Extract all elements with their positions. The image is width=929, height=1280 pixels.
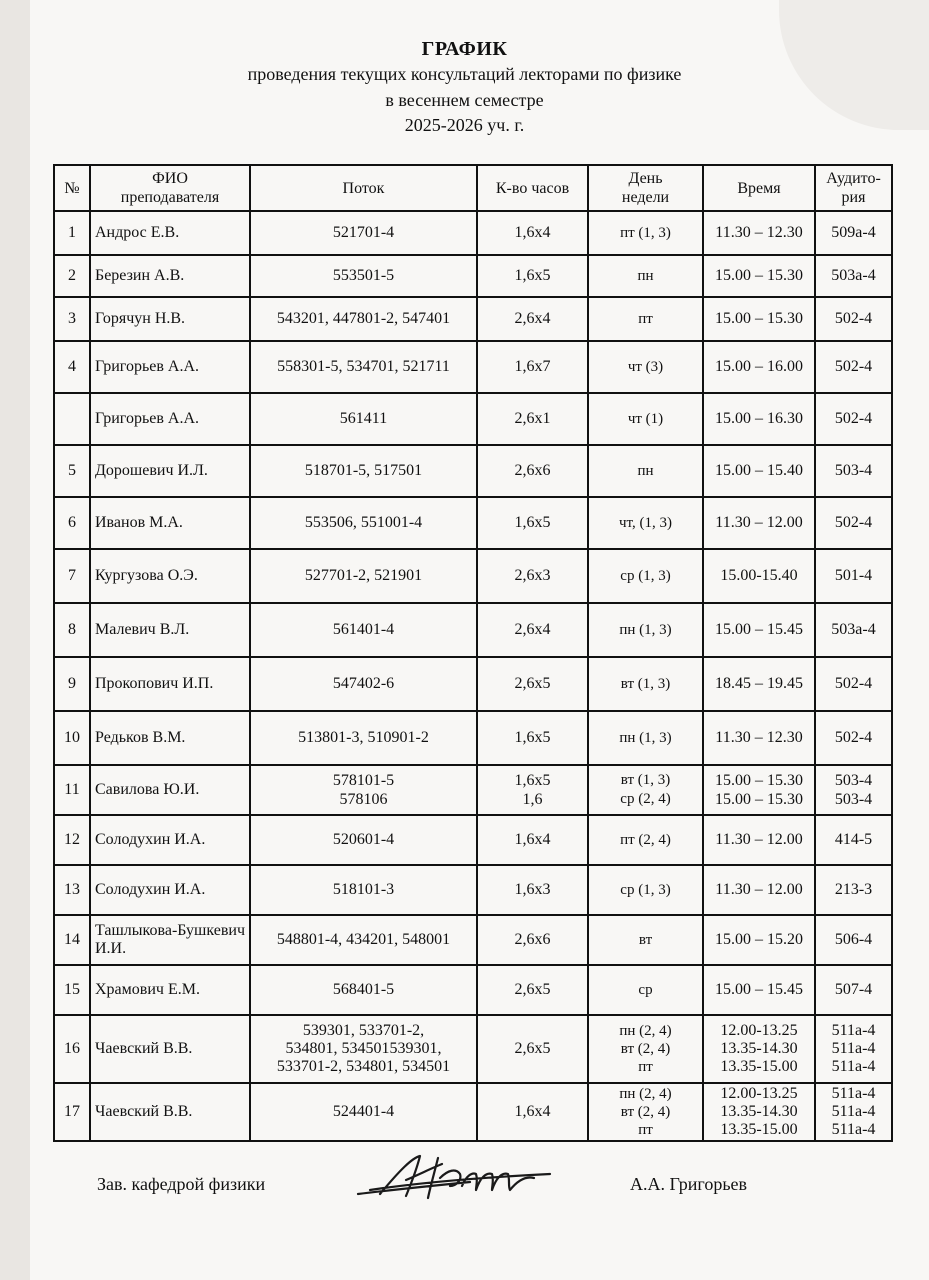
table-row — [54, 549, 892, 603]
cell-room-line: 213-3 — [834, 881, 873, 898]
cell-time — [703, 603, 815, 657]
cell-flow — [250, 865, 477, 915]
header-no: № — [54, 165, 90, 211]
cell-flow-line: 558301-5, 534701, 521711 — [277, 358, 450, 375]
cell-hours-line: 2,6x6 — [514, 931, 551, 948]
cell-day-line: чт (3) — [627, 359, 664, 375]
cell-flow-line: 518101-3 — [332, 881, 395, 898]
cell-room — [815, 815, 892, 865]
cell-name: Редьков В.М. — [90, 711, 250, 765]
cell-day-line: пн — [637, 463, 654, 479]
document-subtitle-line-2: в весеннем семестре — [385, 90, 544, 110]
table-row — [54, 711, 892, 765]
cell-name: Солодухин И.А. — [90, 865, 250, 915]
cell-flow — [250, 445, 477, 497]
table-row — [54, 211, 892, 255]
table-row — [54, 1015, 892, 1083]
header-hours: К-во часов — [477, 165, 588, 211]
cell-name: Иванов М.А. — [90, 497, 250, 549]
header-room-line-1: Аудито- — [826, 170, 881, 187]
cell-day-line: чт (1) — [627, 411, 664, 427]
cell-hours-line: 1,6x5 — [514, 729, 551, 746]
cell-time-line: 15.00 – 16.00 — [715, 358, 803, 375]
cell-no: 13 — [54, 865, 90, 915]
cell-time-line: 13.35-15.00 — [720, 1121, 798, 1138]
cell-hours — [477, 255, 588, 297]
cell-name: Прокопович И.П. — [90, 657, 250, 711]
cell-day-line: вт (2, 4) — [620, 1041, 671, 1057]
cell-time — [703, 255, 815, 297]
cell-hours-line: 1,6x5 — [514, 772, 551, 789]
cell-room — [815, 445, 892, 497]
cell-day — [588, 393, 703, 445]
table-row — [54, 445, 892, 497]
cell-room-line: 502-4 — [834, 729, 873, 746]
cell-time — [703, 815, 815, 865]
table-row — [54, 603, 892, 657]
cell-time-line: 11.30 – 12.00 — [715, 881, 803, 898]
footer-position: Зав. кафедрой физики — [97, 1174, 266, 1194]
cell-room — [815, 915, 892, 965]
cell-name: Березин А.В. — [90, 255, 250, 297]
cell-day — [588, 657, 703, 711]
cell-flow — [250, 255, 477, 297]
cell-day-line: вт (1, 3) — [620, 772, 671, 788]
cell-time — [703, 297, 815, 341]
cell-hours — [477, 915, 588, 965]
cell-no: 11 — [54, 765, 90, 815]
cell-room-line: 511а-4 — [831, 1058, 876, 1075]
cell-flow-line: 527701-2, 521901 — [304, 567, 423, 584]
cell-day-line: вт — [638, 932, 653, 948]
table-row — [54, 965, 892, 1015]
cell-room-line: 511а-4 — [831, 1121, 876, 1138]
cell-flow-line: 561411 — [339, 410, 388, 427]
cell-hours — [477, 765, 588, 815]
table-row — [54, 657, 892, 711]
cell-time — [703, 1015, 815, 1083]
cell-time — [703, 497, 815, 549]
cell-day — [588, 865, 703, 915]
cell-room-line: 414-5 — [834, 831, 873, 848]
cell-time-line: 11.30 – 12.00 — [715, 831, 803, 848]
cell-no: 2 — [54, 255, 90, 297]
cell-flow — [250, 341, 477, 393]
cell-no: 12 — [54, 815, 90, 865]
cell-time — [703, 1083, 815, 1141]
cell-hours — [477, 341, 588, 393]
cell-day-line: пн — [637, 268, 654, 284]
cell-room-line: 502-4 — [834, 675, 873, 692]
cell-day-line: чт, (1, 3) — [619, 515, 672, 531]
cell-flow-line: 520601-4 — [332, 831, 395, 848]
header-room — [815, 165, 892, 211]
cell-time — [703, 865, 815, 915]
cell-name: Савилова Ю.И. — [90, 765, 250, 815]
cell-day — [588, 815, 703, 865]
table-body — [54, 211, 892, 1141]
cell-room — [815, 965, 892, 1015]
cell-room-line: 502-4 — [834, 514, 873, 531]
cell-name: Чаевский В.В. — [90, 1083, 250, 1141]
cell-flow — [250, 657, 477, 711]
cell-time — [703, 711, 815, 765]
cell-flow-line: 548801-4, 434201, 548001 — [276, 931, 451, 948]
cell-name: Андрос Е.В. — [90, 211, 250, 255]
cell-room — [815, 657, 892, 711]
cell-room-line: 511а-4 — [831, 1040, 876, 1057]
cell-day-line: ср (1, 3) — [620, 568, 671, 584]
cell-flow-line: 553506, 551001-4 — [304, 514, 423, 531]
cell-flow — [250, 915, 477, 965]
cell-day-line: пт — [638, 1122, 653, 1138]
cell-room — [815, 765, 892, 815]
cell-name: Горячун Н.В. — [90, 297, 250, 341]
cell-hours — [477, 393, 588, 445]
cell-flow-line: 513801-3, 510901-2 — [298, 729, 429, 746]
cell-hours — [477, 211, 588, 255]
cell-day — [588, 1015, 703, 1083]
table-header-row — [54, 165, 892, 211]
cell-time-line: 11.30 – 12.30 — [715, 729, 803, 746]
cell-day-line: ср (1, 3) — [620, 882, 671, 898]
cell-time — [703, 657, 815, 711]
cell-hours — [477, 815, 588, 865]
cell-flow — [250, 1015, 477, 1083]
cell-room — [815, 341, 892, 393]
cell-hours-line: 1,6 — [522, 791, 543, 808]
cell-room-line: 509а-4 — [831, 224, 876, 241]
cell-no: 7 — [54, 549, 90, 603]
cell-time — [703, 965, 815, 1015]
cell-hours — [477, 711, 588, 765]
cell-time-line: 18.45 – 19.45 — [715, 675, 803, 692]
cell-hours — [477, 657, 588, 711]
header-name-line-2: преподавателя — [120, 189, 220, 206]
cell-room-line: 503-4 — [834, 791, 873, 808]
cell-hours — [477, 603, 588, 657]
cell-time-line: 12.00-13.25 — [720, 1022, 798, 1039]
cell-day-line: пн (2, 4) — [619, 1086, 672, 1102]
cell-time-line: 15.00-15.40 — [720, 567, 798, 584]
cell-time-line: 15.00 – 15.30 — [715, 310, 803, 327]
cell-hours-line: 2,6x4 — [514, 621, 551, 638]
cell-day — [588, 255, 703, 297]
cell-day — [588, 549, 703, 603]
cell-hours-line: 2,6x6 — [514, 462, 551, 479]
cell-room-line: 506-4 — [834, 931, 873, 948]
table-row — [54, 765, 892, 815]
document-subtitle-line-1: проведения текущих консультаций лекторами по физике — [247, 64, 682, 84]
cell-time-line: 11.30 – 12.00 — [715, 514, 803, 531]
cell-hours-line: 2,6x5 — [514, 981, 551, 998]
cell-room-line: 511а-4 — [831, 1085, 876, 1102]
cell-no — [54, 393, 90, 445]
cell-name: Дорошевич И.Л. — [90, 445, 250, 497]
cell-room-line: 502-4 — [834, 310, 873, 327]
cell-hours-line: 1,6x3 — [514, 881, 551, 898]
cell-time-line: 15.00 – 16.30 — [715, 410, 803, 427]
cell-time-line: 13.35-15.00 — [720, 1058, 798, 1075]
cell-room — [815, 297, 892, 341]
cell-flow — [250, 393, 477, 445]
cell-time — [703, 341, 815, 393]
cell-name: Кургузова О.Э. — [90, 549, 250, 603]
cell-room-line: 511а-4 — [831, 1022, 876, 1039]
cell-day — [588, 603, 703, 657]
cell-time — [703, 211, 815, 255]
cell-room — [815, 255, 892, 297]
cell-time — [703, 915, 815, 965]
table-row — [54, 915, 892, 965]
cell-day-line: ср — [638, 982, 653, 998]
table-row — [54, 1083, 892, 1141]
cell-day — [588, 765, 703, 815]
cell-flow-line: 533701-2, 534801, 534501 — [276, 1058, 451, 1075]
table-row — [54, 393, 892, 445]
signature-image — [350, 1150, 580, 1210]
cell-flow — [250, 497, 477, 549]
cell-no: 9 — [54, 657, 90, 711]
cell-hours — [477, 549, 588, 603]
cell-flow-line: 521701-4 — [332, 224, 395, 241]
header-day — [588, 165, 703, 211]
cell-room-line: 501-4 — [834, 567, 873, 584]
cell-no: 4 — [54, 341, 90, 393]
cell-day-line: пт (1, 3) — [620, 225, 671, 241]
cell-hours-line: 1,6x4 — [514, 1103, 551, 1120]
cell-flow-line: 543201, 447801-2, 547401 — [276, 310, 451, 327]
cell-name: Григорьев А.А. — [90, 341, 250, 393]
cell-name: Малевич В.Л. — [90, 603, 250, 657]
cell-day — [588, 965, 703, 1015]
cell-flow — [250, 1083, 477, 1141]
cell-room-line: 503-4 — [834, 462, 873, 479]
cell-day — [588, 497, 703, 549]
cell-hours — [477, 865, 588, 915]
cell-time-line: 15.00 – 15.30 — [715, 791, 803, 808]
cell-room — [815, 1083, 892, 1141]
consultation-schedule-table — [53, 164, 893, 1142]
cell-hours-line: 1,6x7 — [514, 358, 551, 375]
cell-hours-line: 1,6x5 — [514, 514, 551, 531]
cell-flow — [250, 211, 477, 255]
cell-time — [703, 445, 815, 497]
header-name — [90, 165, 250, 211]
cell-name: Храмович Е.М. — [90, 965, 250, 1015]
cell-time — [703, 393, 815, 445]
cell-name: Чаевский В.В. — [90, 1015, 250, 1083]
cell-hours-line: 1,6x4 — [514, 224, 551, 241]
cell-time-line: 11.30 – 12.30 — [715, 224, 803, 241]
cell-no: 10 — [54, 711, 90, 765]
cell-time-line: 15.00 – 15.30 — [715, 267, 803, 284]
cell-flow-line: 578106 — [339, 791, 388, 808]
cell-flow — [250, 765, 477, 815]
cell-day-line: пн (1, 3) — [619, 622, 672, 638]
header-time: Время — [703, 165, 815, 211]
cell-room-line: 503а-4 — [831, 621, 876, 638]
cell-flow-line: 518701-5, 517501 — [304, 462, 423, 479]
header-day-line-2: недели — [621, 189, 670, 206]
cell-name: Ташлыкова-Бушкевич И.И. — [90, 915, 250, 965]
cell-room-line: 502-4 — [834, 410, 873, 427]
cell-hours-line: 2,6x4 — [514, 310, 551, 327]
cell-room-line: 503-4 — [834, 772, 873, 789]
cell-day-line: пт (2, 4) — [620, 832, 671, 848]
document-title: ГРАФИК — [421, 38, 508, 60]
cell-hours — [477, 965, 588, 1015]
cell-time-line: 15.00 – 15.20 — [715, 931, 803, 948]
cell-day-line: пн (2, 4) — [619, 1023, 672, 1039]
cell-time-line: 15.00 – 15.45 — [715, 621, 803, 638]
cell-no: 16 — [54, 1015, 90, 1083]
table-row — [54, 341, 892, 393]
cell-room — [815, 393, 892, 445]
cell-room — [815, 497, 892, 549]
cell-time-line: 12.00-13.25 — [720, 1085, 798, 1102]
cell-flow-line: 568401-5 — [332, 981, 395, 998]
cell-day — [588, 445, 703, 497]
table-row — [54, 815, 892, 865]
cell-day-line: вт (1, 3) — [620, 676, 671, 692]
cell-no: 3 — [54, 297, 90, 341]
cell-day-line: пт — [638, 311, 653, 327]
cell-no: 17 — [54, 1083, 90, 1141]
cell-day — [588, 341, 703, 393]
cell-day — [588, 915, 703, 965]
cell-hours — [477, 1083, 588, 1141]
cell-hours-line: 2,6x5 — [514, 1040, 551, 1057]
table-row — [54, 865, 892, 915]
cell-room-line: 502-4 — [834, 358, 873, 375]
cell-room — [815, 549, 892, 603]
cell-time — [703, 765, 815, 815]
cell-day-line: вт (2, 4) — [620, 1104, 671, 1120]
cell-room — [815, 603, 892, 657]
cell-room-line: 507-4 — [834, 981, 873, 998]
header-name-line-1: ФИО — [152, 170, 188, 187]
cell-flow — [250, 297, 477, 341]
cell-time-line: 15.00 – 15.40 — [715, 462, 803, 479]
cell-no: 5 — [54, 445, 90, 497]
cell-day-line: ср (2, 4) — [620, 791, 671, 807]
cell-no: 1 — [54, 211, 90, 255]
cell-day — [588, 297, 703, 341]
cell-time-line: 15.00 – 15.30 — [715, 772, 803, 789]
cell-room — [815, 711, 892, 765]
cell-flow-line: 553501-5 — [332, 267, 395, 284]
cell-name: Григорьев А.А. — [90, 393, 250, 445]
cell-room — [815, 865, 892, 915]
cell-flow — [250, 815, 477, 865]
header-room-line-2: рия — [841, 189, 866, 206]
cell-flow-line: 534801, 534501539301, — [285, 1040, 442, 1057]
cell-flow — [250, 603, 477, 657]
header-flow: Поток — [250, 165, 477, 211]
cell-day — [588, 711, 703, 765]
cell-no: 6 — [54, 497, 90, 549]
cell-hours-line: 1,6x5 — [514, 267, 551, 284]
cell-time-line: 15.00 – 15.45 — [715, 981, 803, 998]
cell-flow-line: 547402-6 — [332, 675, 395, 692]
cell-flow-line: 524401-4 — [332, 1103, 395, 1120]
cell-flow-line: 578101-5 — [332, 772, 395, 789]
cell-room — [815, 1015, 892, 1083]
cell-hours-line: 2,6x5 — [514, 675, 551, 692]
cell-name: Солодухин И.А. — [90, 815, 250, 865]
cell-room-line: 503а-4 — [831, 267, 876, 284]
cell-room-line: 511а-4 — [831, 1103, 876, 1120]
table-row — [54, 497, 892, 549]
cell-hours-line: 1,6x4 — [514, 831, 551, 848]
document-subtitle-line-3: 2025-2026 уч. г. — [404, 115, 525, 135]
table-row — [54, 255, 892, 297]
header-day-line-1: День — [628, 170, 663, 187]
cell-flow — [250, 549, 477, 603]
cell-hours-line: 2,6x3 — [514, 567, 551, 584]
cell-day-line: пн (1, 3) — [619, 730, 672, 746]
cell-hours — [477, 445, 588, 497]
cell-flow — [250, 711, 477, 765]
cell-day-line: пт — [638, 1059, 653, 1075]
cell-time-line: 13.35-14.30 — [720, 1040, 798, 1057]
table-row — [54, 297, 892, 341]
cell-day — [588, 211, 703, 255]
cell-hours — [477, 497, 588, 549]
cell-no: 8 — [54, 603, 90, 657]
footer-signer: А.А. Григорьев — [630, 1174, 748, 1194]
cell-room — [815, 211, 892, 255]
cell-hours-line: 2,6x1 — [514, 410, 551, 427]
cell-time — [703, 549, 815, 603]
cell-flow-line: 539301, 533701-2, — [302, 1022, 425, 1039]
cell-time-line: 13.35-14.30 — [720, 1103, 798, 1120]
cell-no: 14 — [54, 915, 90, 965]
cell-flow-line: 561401-4 — [332, 621, 395, 638]
cell-hours — [477, 1015, 588, 1083]
cell-day — [588, 1083, 703, 1141]
cell-hours — [477, 297, 588, 341]
cell-flow — [250, 965, 477, 1015]
cell-no: 15 — [54, 965, 90, 1015]
